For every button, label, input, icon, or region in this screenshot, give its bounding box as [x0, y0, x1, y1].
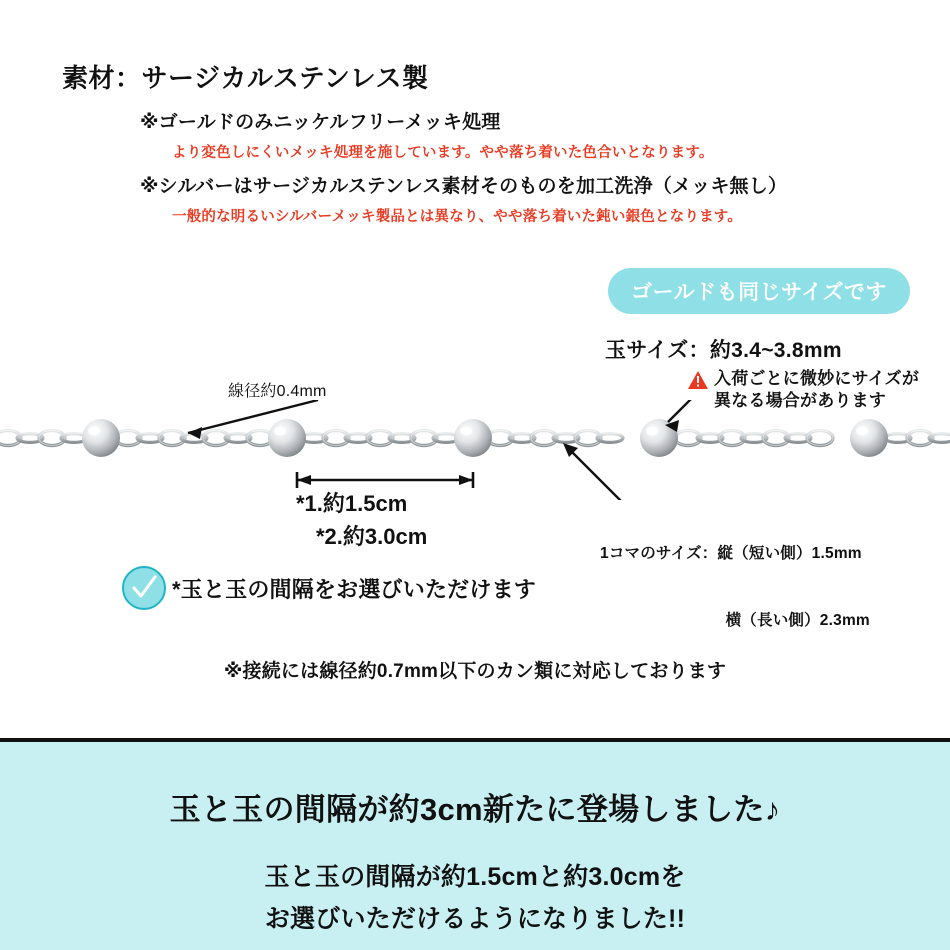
gold-same-size-badge: ゴールドも同じサイズです	[608, 268, 910, 314]
link-size-line-1: 1コマのサイズ：縦（短い側）1.5mm	[600, 544, 862, 562]
spec-line-gold-plating: ※ゴールドのみニッケルフリーメッキ処理	[140, 112, 501, 133]
checkmark-icon	[131, 575, 157, 601]
check-circle-icon	[122, 566, 166, 610]
warning-icon	[687, 370, 709, 390]
spacing-option-1-label: *1.約1.5cm	[296, 491, 408, 516]
spec-note-gold-plating: より変色しにくいメッキ処理を施しています。やや落ち着いた色合いとなります。	[172, 145, 714, 161]
warning-line-1: 入荷ごとに微妙にサイズが	[714, 369, 920, 388]
spec-line-silver: ※シルバーはサージカルステンレス素材そのものを加工洗浄（メッキ無し）	[140, 176, 788, 197]
spec-note-silver: 一般的な明るいシルバーメッキ製品とは異なり、やや落ち着いた鈍い銀色となります。	[172, 209, 743, 225]
spacing-option-2-label: *2.約3.0cm	[316, 524, 428, 549]
promo-banner-sub-2: お選びいただけるようになりました!!	[264, 905, 686, 933]
ball-size-label: 玉サイズ：約3.4~3.8mm	[605, 339, 842, 362]
promo-banner-sub-1: 玉と玉の間隔が約1.5cmと約3.0cmを	[264, 863, 686, 891]
ball-size-arrow	[665, 400, 700, 432]
chain-svg	[0, 400, 950, 500]
wire-diameter-label: 線径約0.4mm	[228, 383, 327, 400]
choose-spacing-row	[122, 566, 536, 610]
choose-spacing-text: *玉と玉の間隔をお選びいただけます	[172, 576, 536, 602]
chain-illustration	[0, 400, 950, 500]
link-size-line-2: 横（長い側）2.3mm	[600, 612, 870, 630]
spec-text-block	[0, 58, 950, 226]
promo-banner-title: 玉と玉の間隔が約3cm新たに登場しました♪	[169, 792, 781, 827]
connection-note: ※接続には線径約0.7mm以下のカン類に対応しております	[223, 661, 727, 682]
promo-banner	[0, 738, 950, 950]
link-size-block	[600, 498, 870, 678]
page-title: 素材：サージカルステンレス製	[62, 63, 429, 93]
koma-size-arrow	[563, 443, 626, 500]
warning-line-2: 異なる場合があります	[714, 390, 886, 410]
